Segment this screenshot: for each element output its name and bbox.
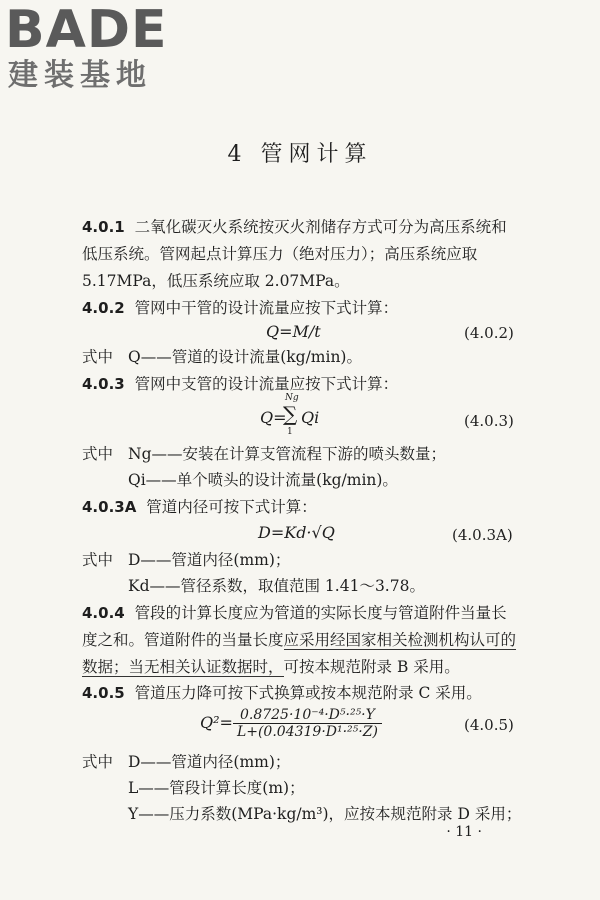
- clause-text: 管道压力降可按下式换算或按本规范附录 C 采用。: [134, 684, 482, 702]
- where-item: L——管段计算长度(m)；: [128, 779, 305, 797]
- clause-text: 管网中支管的设计流量应按下式计算：: [134, 375, 399, 393]
- clause-4-0-2: [82, 297, 398, 319]
- underlined-text: 应采用经国家相关检测机构认可的: [283, 631, 517, 649]
- where-item: Ng——安装在计算支管流程下游的喷头数量；: [128, 445, 446, 463]
- clause-4-0-5: [82, 682, 482, 704]
- where-item: Qi——单个喷头的设计流量(kg/min)。: [128, 471, 398, 489]
- clause-4-0-1: [82, 216, 507, 238]
- where-item: D——管道内径(mm)；: [128, 551, 291, 569]
- where-item: Kd——管径系数，取值范围 1.41～3.78。: [128, 577, 425, 595]
- sum-symbol: ∑: [283, 402, 298, 426]
- where-label: 式中: [82, 551, 114, 569]
- clause-text: 5.17MPa，低压系统应取 2.07MPa。: [82, 272, 350, 290]
- page-number: · 11 ·: [446, 824, 482, 840]
- clause-4-0-3: [82, 373, 398, 395]
- fraction-denominator: L+(0.04319·D¹·²⁵·Z): [236, 724, 378, 740]
- sum-upper-limit: Ng: [285, 393, 299, 403]
- clause-number: 4.0.4: [82, 604, 125, 622]
- formula-part: Q=: [260, 408, 287, 427]
- clause-text: [82, 656, 460, 678]
- clause-number: 4.0.1: [82, 218, 125, 236]
- formula-4-0-5: [200, 707, 382, 740]
- fraction: [233, 707, 382, 740]
- sum-lower-limit: 1: [287, 427, 293, 437]
- formula-4-0-3: [260, 393, 380, 440]
- formula-part: Qi: [301, 408, 320, 427]
- clause-text: 管网中干管的设计流量应按下式计算：: [134, 299, 399, 317]
- clause-text: 低压系统。管网起点计算压力（绝对压力）；高压系统应取: [82, 245, 478, 263]
- page-title: 4 管网计算: [227, 142, 373, 167]
- where-item: Q——管道的设计流量(kg/min)。: [128, 348, 362, 366]
- clause-text: 管段的计算长度应为管道的实际长度与管道附件当量长: [134, 604, 507, 622]
- clause-4-0-4: [82, 602, 507, 624]
- underlined-text: 数据；当无相关认证数据时，: [82, 658, 284, 676]
- clause-text: 管道内径可按下式计算：: [146, 498, 317, 516]
- equation-number: (4.0.2): [464, 324, 514, 342]
- clause-number: 4.0.5: [82, 684, 125, 702]
- where-label: 式中: [82, 445, 114, 463]
- clause-4-0-3a: [82, 496, 317, 518]
- formula-lhs: Q²=: [200, 713, 233, 732]
- fraction-numerator: 0.8725·10⁻⁴·D⁵·²⁵·Y: [233, 707, 382, 724]
- equation-number: (4.0.3A): [452, 526, 513, 544]
- where-item: Y——压力系数(MPa·kg/m³)，应按本规范附录 D 采用；: [128, 805, 522, 823]
- where-item: D——管道内径(mm)；: [128, 753, 291, 771]
- logo-brand: BADE: [5, 0, 168, 60]
- logo-subtitle: 建装基地: [8, 58, 152, 93]
- clause-number: 4.0.3A: [82, 498, 137, 516]
- where-label: 式中: [82, 753, 114, 771]
- equation-number: (4.0.5): [464, 716, 514, 734]
- clause-text: 二氧化碳灭火系统按灭火剂储存方式可分为高压系统和: [134, 218, 507, 236]
- where-label: 式中: [82, 348, 114, 366]
- clause-text-part: 可按本规范附录 B 采用。: [283, 658, 460, 676]
- clause-number: 4.0.2: [82, 299, 125, 317]
- formula-4-0-3a: D=Kd·√Q: [258, 523, 335, 542]
- formula-4-0-2: Q=M/t: [266, 322, 321, 341]
- clause-text-part: 度之和。管道附件的当量长度: [82, 631, 284, 649]
- clause-text: [82, 629, 516, 651]
- clause-number: 4.0.3: [82, 375, 125, 393]
- equation-number: (4.0.3): [464, 412, 514, 430]
